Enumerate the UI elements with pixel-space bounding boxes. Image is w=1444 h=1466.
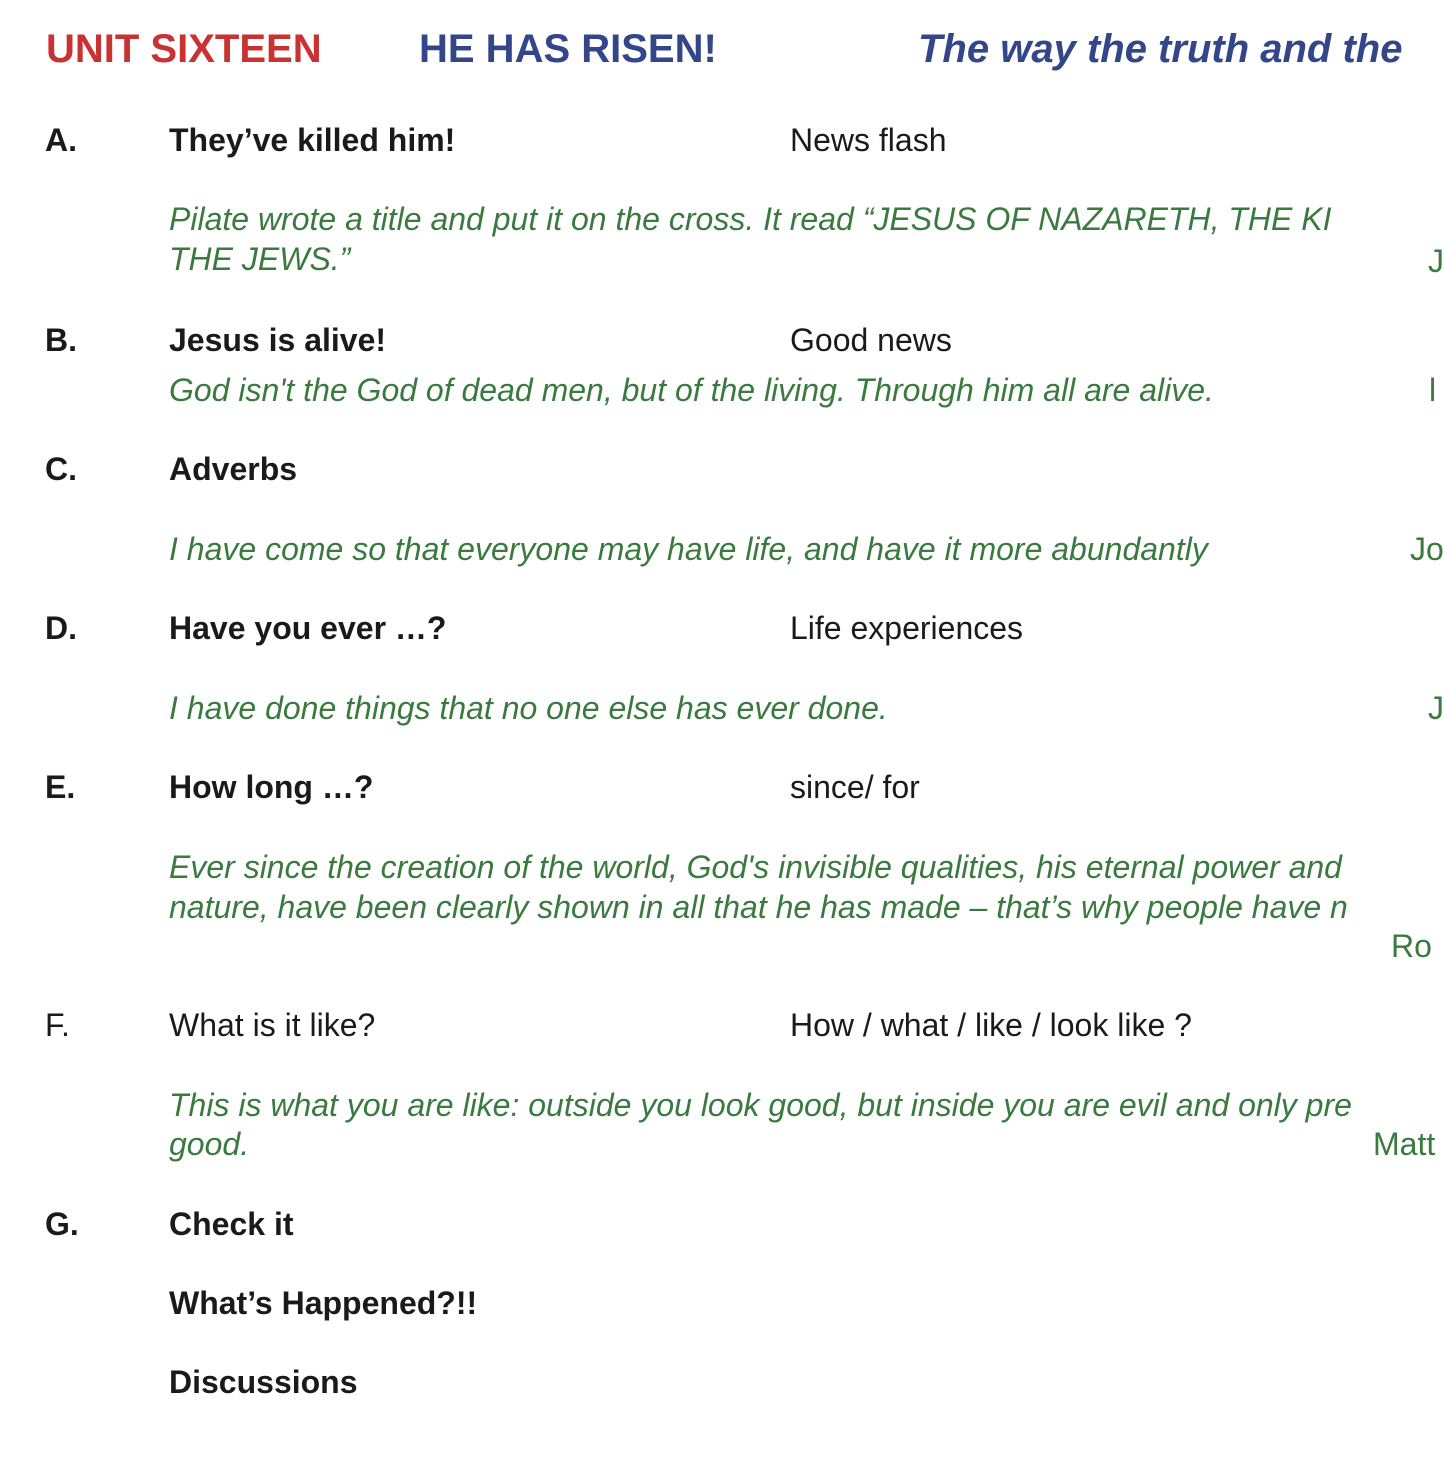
scripture-verse: I have done things that no one else has ever done.	[169, 690, 888, 726]
section-title: Check it	[169, 1206, 294, 1242]
section-letter: C.	[45, 451, 77, 487]
activity-title: Discussions	[169, 1364, 358, 1400]
scripture-reference: J	[1428, 243, 1444, 279]
unit-motto: The way the truth and the	[918, 27, 1403, 71]
section-title: What is it like?	[169, 1007, 376, 1043]
scripture-reference: Matt	[1373, 1126, 1436, 1162]
section-letter: E.	[45, 769, 76, 805]
scripture-verse-cont: THE JEWS.”	[169, 241, 351, 277]
section-title: Have you ever …?	[169, 610, 447, 646]
unit-number: UNIT SIXTEEN	[46, 27, 322, 71]
section-subtitle: since/ for	[790, 769, 920, 805]
section-subtitle: News flash	[790, 122, 947, 158]
scripture-reference: Jo	[1410, 531, 1444, 567]
section-letter: G.	[45, 1206, 79, 1242]
section-subtitle: Life experiences	[790, 610, 1024, 646]
scripture-reference: Ro	[1391, 928, 1432, 964]
section-letter: B.	[45, 322, 77, 358]
section-letter: D.	[45, 610, 77, 646]
scripture-verse: This is what you are like: outside you look good, but inside you are evil and only pre	[169, 1087, 1352, 1123]
scripture-verse: Pilate wrote a title and put it on the cross. It read “JESUS OF NAZARETH, THE KI	[169, 201, 1332, 237]
scripture-verse: Ever since the creation of the world, God's invisible qualities, his eternal power and	[169, 849, 1342, 885]
section-letter: F.	[45, 1007, 70, 1043]
section-title: Jesus is alive!	[169, 322, 387, 358]
section-subtitle: Good news	[790, 322, 952, 358]
scripture-verse: God isn't the God of dead men, but of the living. Through him all are alive.	[169, 372, 1214, 408]
section-title: How long …?	[169, 769, 374, 805]
scripture-verse-cont: nature, have been clearly shown in all that he has made – that’s why people have n	[169, 889, 1348, 925]
activity-title: What’s Happened?!!	[169, 1285, 478, 1321]
scripture-verse: I have come so that everyone may have life, and have it more abundantly	[169, 531, 1208, 567]
section-title: Adverbs	[169, 451, 298, 487]
section-subtitle: How / what / like / look like ?	[790, 1007, 1192, 1043]
scripture-verse-cont: good.	[169, 1126, 250, 1162]
section-title: They’ve killed him!	[169, 122, 456, 158]
unit-title: HE HAS RISEN!	[419, 27, 717, 71]
scripture-reference: l	[1429, 372, 1437, 408]
scripture-reference: J	[1428, 690, 1444, 726]
section-letter: A.	[45, 122, 77, 158]
